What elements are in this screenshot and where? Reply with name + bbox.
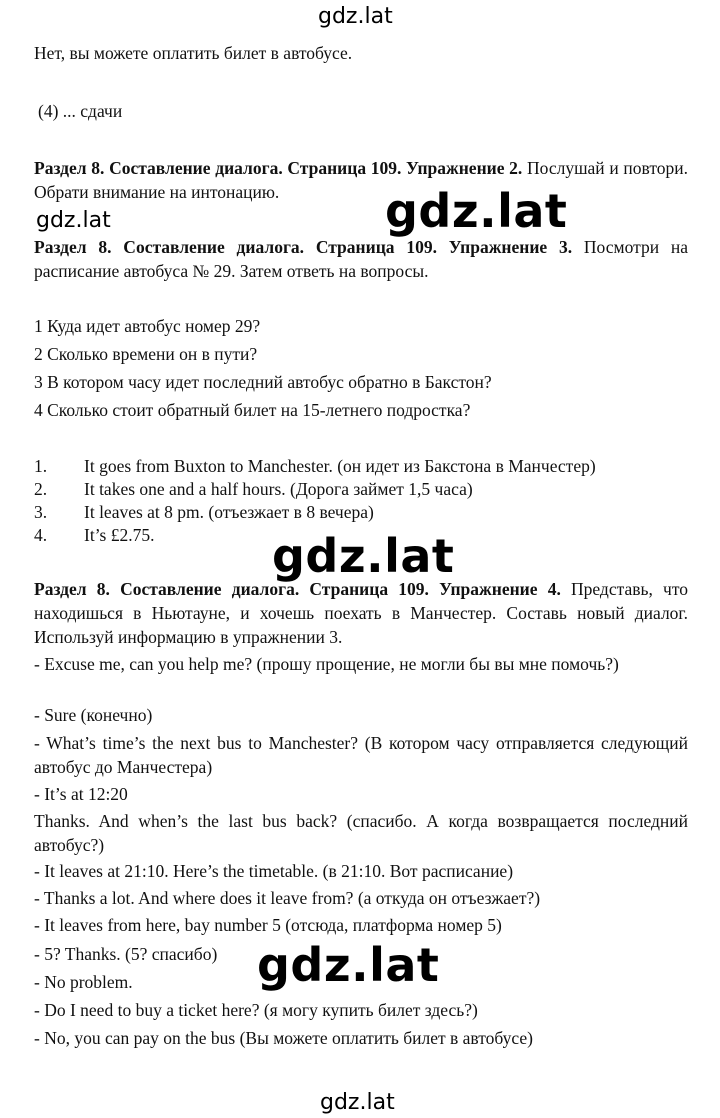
watermark-big: gdz.lat [257,938,440,992]
dialog-line: - Thanks a lot. And where does it leave from? (а откуда он отъезжает?) [34,888,541,908]
question-item: 1 Куда идет автобус номер 29? [34,316,261,336]
answer-number: 3. [34,502,48,522]
exercise-4-heading: Раздел 8. Составление диалога. Страница 109. Упражнение 4. [34,579,561,599]
dialog-line: - 5? Thanks. (5? спасибо) [34,944,218,964]
answer-text: It takes one and a half hours. (Дорога займет 1,5 часа) [84,479,473,499]
watermark-bottom: gdz.lat [320,1090,395,1115]
exercise-3-paragraph [34,235,688,283]
watermark-big: gdz.lat [272,529,455,583]
dialog-line: - It leaves from here, bay number 5 (отсюда, платформа номер 5) [34,915,502,935]
answer-number: 1. [34,456,48,476]
watermark-top: gdz.lat [318,4,393,29]
answer-text: It’s £2.75. [84,525,155,545]
watermark-big: gdz.lat [385,184,568,238]
dialog-line: - Excuse me, can you help me? (прошу прощение, не могли бы вы мне помочь?) [34,654,619,674]
exercise-4-paragraph [34,577,688,649]
answer-number: 2. [34,479,48,499]
exercise-3-heading: Раздел 8. Составление диалога. Страница 109. Упражнение 3. [34,237,573,257]
exercise-3-text: Посмотри на расписание автобуса № 29. Затем ответь на вопросы. [34,237,689,281]
dialog-line: - Sure (конечно) [34,705,153,725]
answer-text: It goes from Buxton to Manchester. (он идет из Бакстона в Манчестер) [84,456,596,476]
dialog-line: - No, you can pay on the bus (Вы можете оплатить билет в автобусе) [34,1028,533,1048]
dialog-line: - Do I need to buy a ticket here? (я могу купить билет здесь?) [34,1000,478,1020]
question-item: 2 Сколько времени он в пути? [34,344,258,364]
answer-text: It leaves at 8 pm. (отъезжает в 8 вечера) [84,502,374,522]
answer-number: 4. [34,525,48,545]
dialog-line: - What’s time’s the next bus to Manchester? (В котором часу отправляется следующий автобус до Манчестера) [34,733,688,777]
question-item: 4 Сколько стоит обратный билет на 15-летнего подростка? [34,400,471,420]
question-item: 3 В котором часу идет последний автобус обратно в Бакстон? [34,372,492,392]
watermark-small-left: gdz.lat [36,208,111,233]
dialog-line: Thanks. And when’s the last bus back? (спасибо. А когда возвращается последний автобус?) [34,811,688,855]
intro-line: Нет, вы можете оплатить билет в автобусе. [34,43,353,63]
exercise-2-heading: Раздел 8. Составление диалога. Страница 109. Упражнение 2. [34,158,523,178]
exercise-4-text: Представь, что находишься в Ньютауне, и хочешь поехать в Манчестер. Составь новый диалог. Используй информацию в упражнении 3. [34,579,689,647]
exercise-2-text: Послушай и повтори. Обрати внимание на интонацию. [34,158,688,202]
dialog-line: - No problem. [34,972,133,992]
dialog-line: - It’s at 12:20 [34,784,128,804]
dialog-line: - It leaves at 21:10. Here’s the timetable. (в 21:10. Вот расписание) [34,861,514,881]
exercise-2-paragraph [34,156,688,204]
intro-line: (4) ... сдачи [38,101,123,121]
